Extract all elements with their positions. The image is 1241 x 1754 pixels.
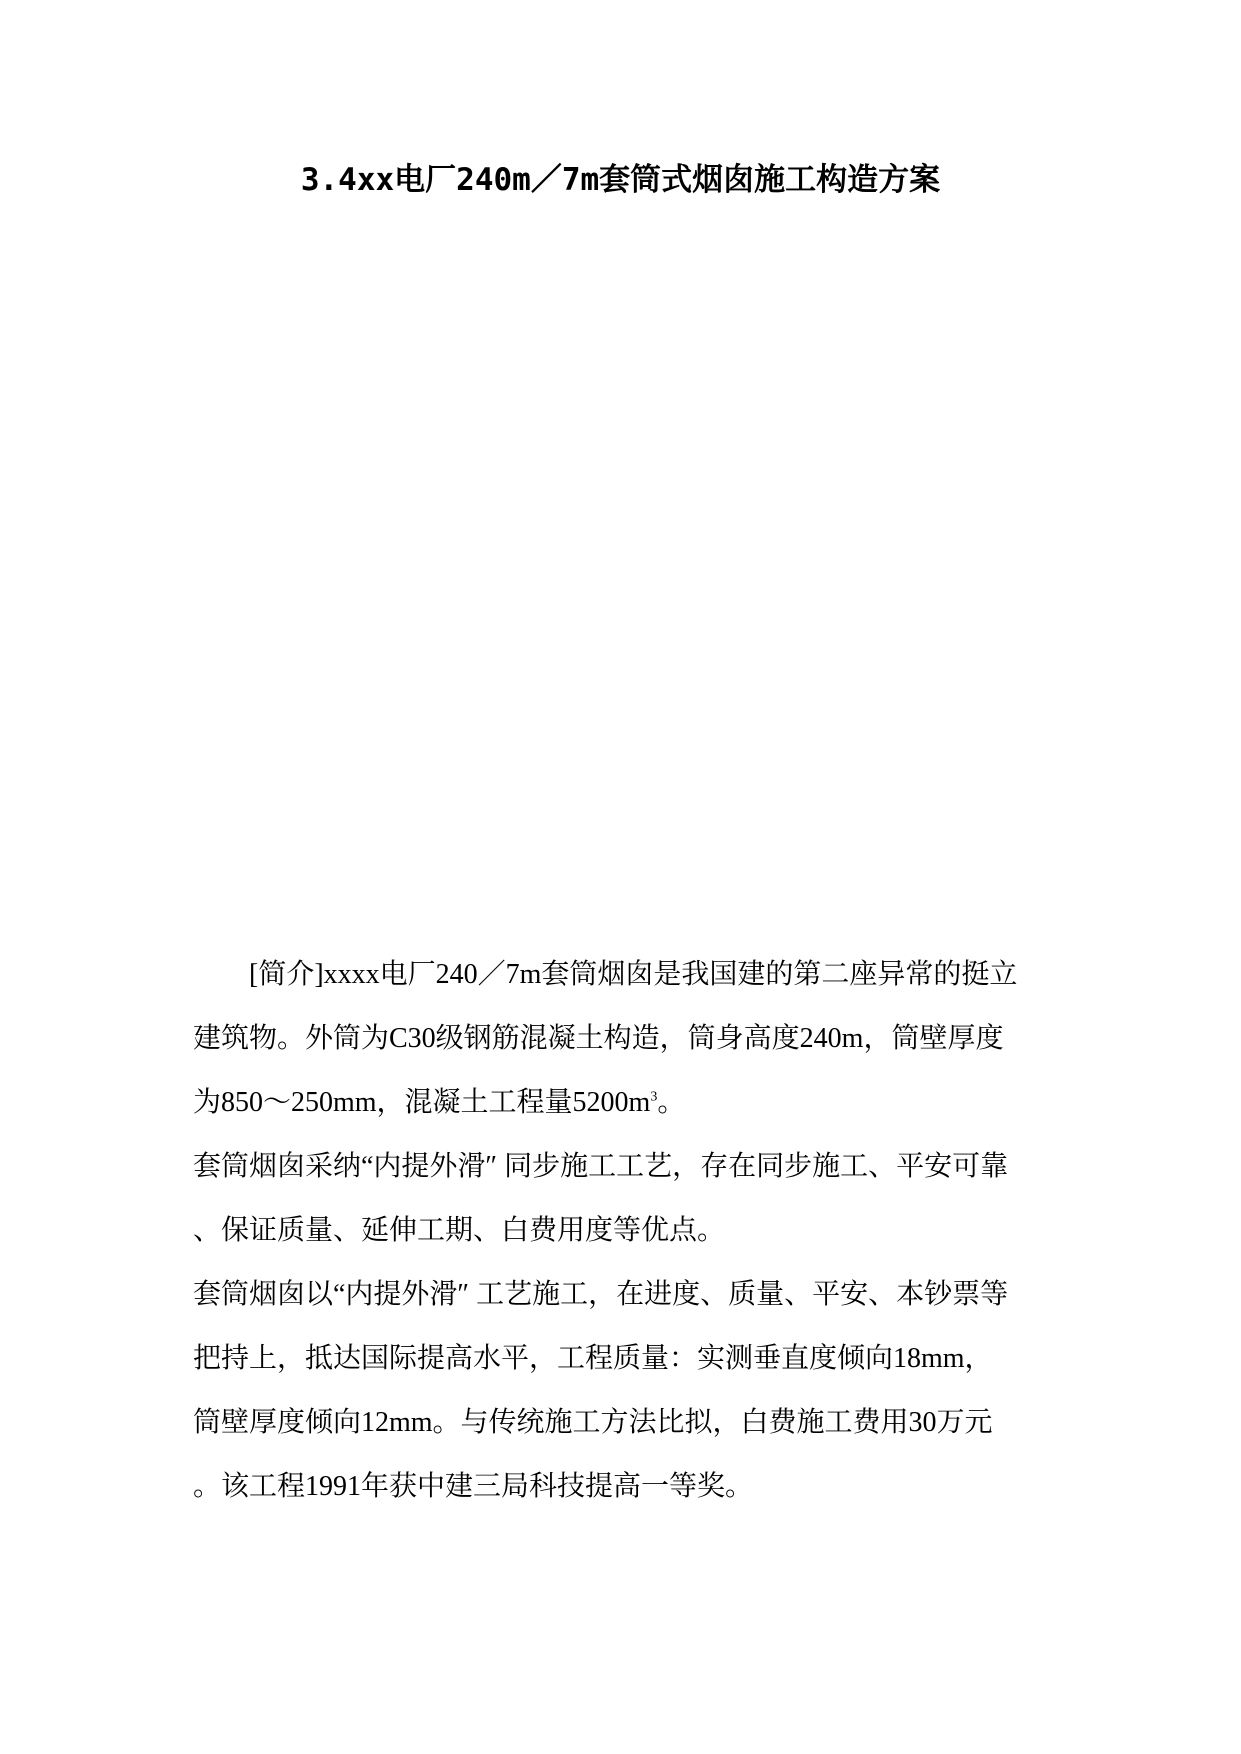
body-line-9: 。该工程1991年获中建三局科技提高一等奖。 bbox=[193, 1471, 754, 1502]
body-line-2: 建筑物。外筒为C30级钢筋混凝土构造，筒身高度240m，筒壁厚度 bbox=[193, 1023, 1004, 1054]
body-line-3-end: 。 bbox=[657, 1087, 686, 1118]
body-line-4: 套筒烟囱采纳“内提外滑″ 同步施工工艺，存在同步施工、平安可靠 bbox=[193, 1151, 1009, 1182]
body-line-1: [简介]xxxx电厂240／7m套筒烟囱是我国建的第二座异常的挺立 bbox=[249, 959, 1018, 990]
body-line-6: 套筒烟囱以“内提外滑″ 工艺施工，在进度、质量、平安、本钞票等 bbox=[193, 1279, 1009, 1310]
body-line-3 bbox=[193, 1070, 685, 1135]
body-line-5: 、保证质量、延伸工期、白费用度等优点。 bbox=[193, 1215, 726, 1246]
cubic-superscript: 3 bbox=[650, 1089, 658, 1105]
body-line-8: 筒壁厚度倾向12mm。与传统施工方法比拟，白费施工费用30万元 bbox=[193, 1407, 993, 1438]
body-line-7: 把持上，抵达国际提高水平，工程质量：实测垂直度倾向18mm， bbox=[193, 1343, 993, 1374]
document-title: 3.4xx电厂240m／7m套筒式烟囱施工构造方案 bbox=[300, 162, 941, 198]
body-line-3-text: 为850～250mm，混凝土工程量5200m bbox=[193, 1087, 651, 1118]
